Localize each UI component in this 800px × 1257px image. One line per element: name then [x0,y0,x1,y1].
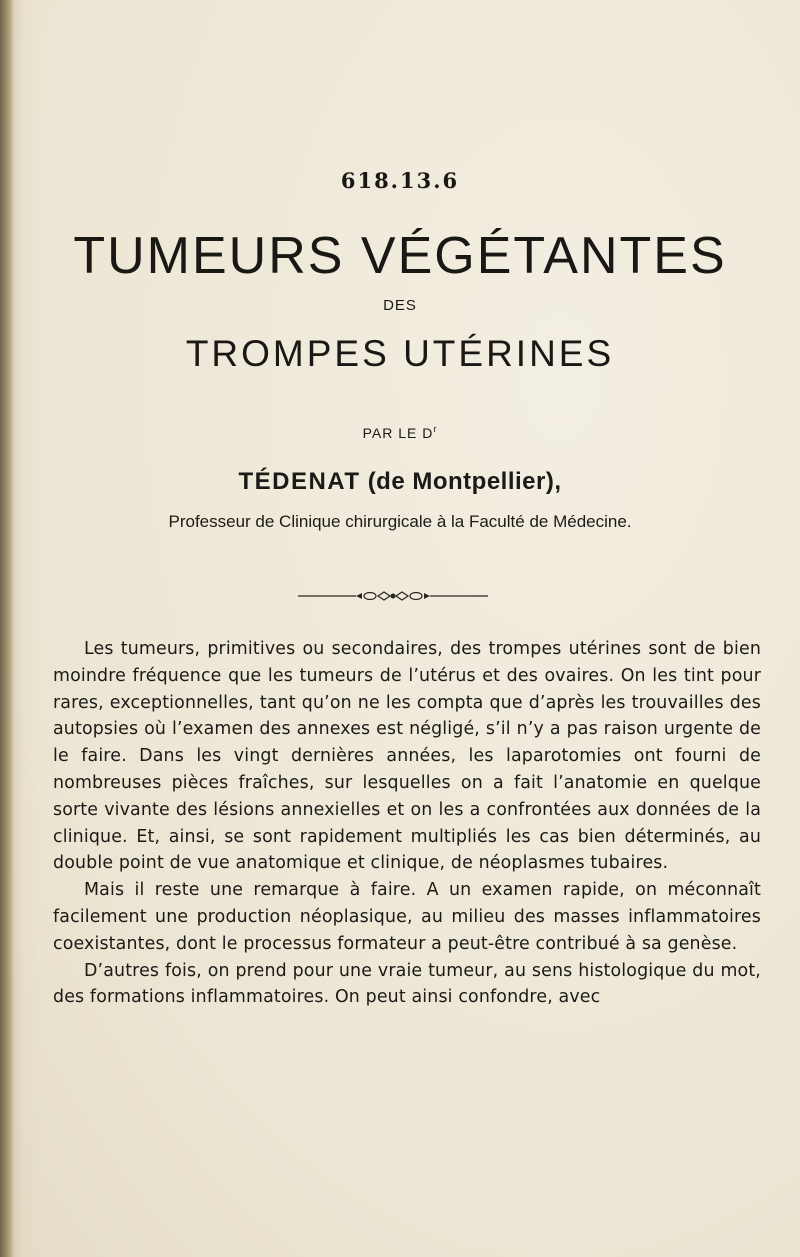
ornament-divider [298,590,488,602]
paragraph-1: Les tumeurs, primitives ou secondaires, des trompes utérines sont de bien moindre fréquence que les tumeurs de l’utérus et des ovaires. On les tint pour rares, exceptionnelles, tant qu’on ne les compta que d’après les trouvailles des autopsies où l’examen des annexes est négligé, s’il n’y a pas raison urgente de le faire. Dans les vingt dernières années, les laparotomies ont fourni de nombreuses pièces fraîches, sur lesquelles on a fait l’anatomie en quelque sorte vivante des lésions annexielles et on les a confrontées aux données de la clinique. Et, ainsi, se sont rapidement multipliés les cas bien déterminés, au double point de vue anatomique et clinique, de néoplasmes tubaires. [53,639,761,874]
byline-superscript: r [433,424,438,434]
byline [0,424,800,441]
title-connector: DES [383,297,417,314]
body-text [53,636,761,1011]
author-line [0,468,800,496]
author-name: TÉDENAT [238,468,361,495]
paragraph-2: Mais il reste une remarque à faire. A un examen rapide, on méconnaît facilement une production néoplasique, au milieu des masses inflammatoires coexistantes, dont le processus formateur a peut-être contribué à sa genèse. [53,880,761,954]
title-main: TUMEURS VÉGÉTANTES [73,227,727,285]
paragraph-3: D’autres fois, on prend pour une vraie tumeur, au sens histologique du mot, des formations inflammatoires. On peut ainsi confondre, avec [53,960,761,1008]
shelfmark: 618.13.6 [340,168,460,193]
author-affiliation: Professeur de Clinique chirurgicale à la Faculté de Médecine. [168,512,632,531]
author-origin: (de Montpellier), [367,468,562,495]
byline-prefix: PAR LE D [362,425,434,441]
title-sub: TROMPES UTÉRINES [185,333,615,374]
